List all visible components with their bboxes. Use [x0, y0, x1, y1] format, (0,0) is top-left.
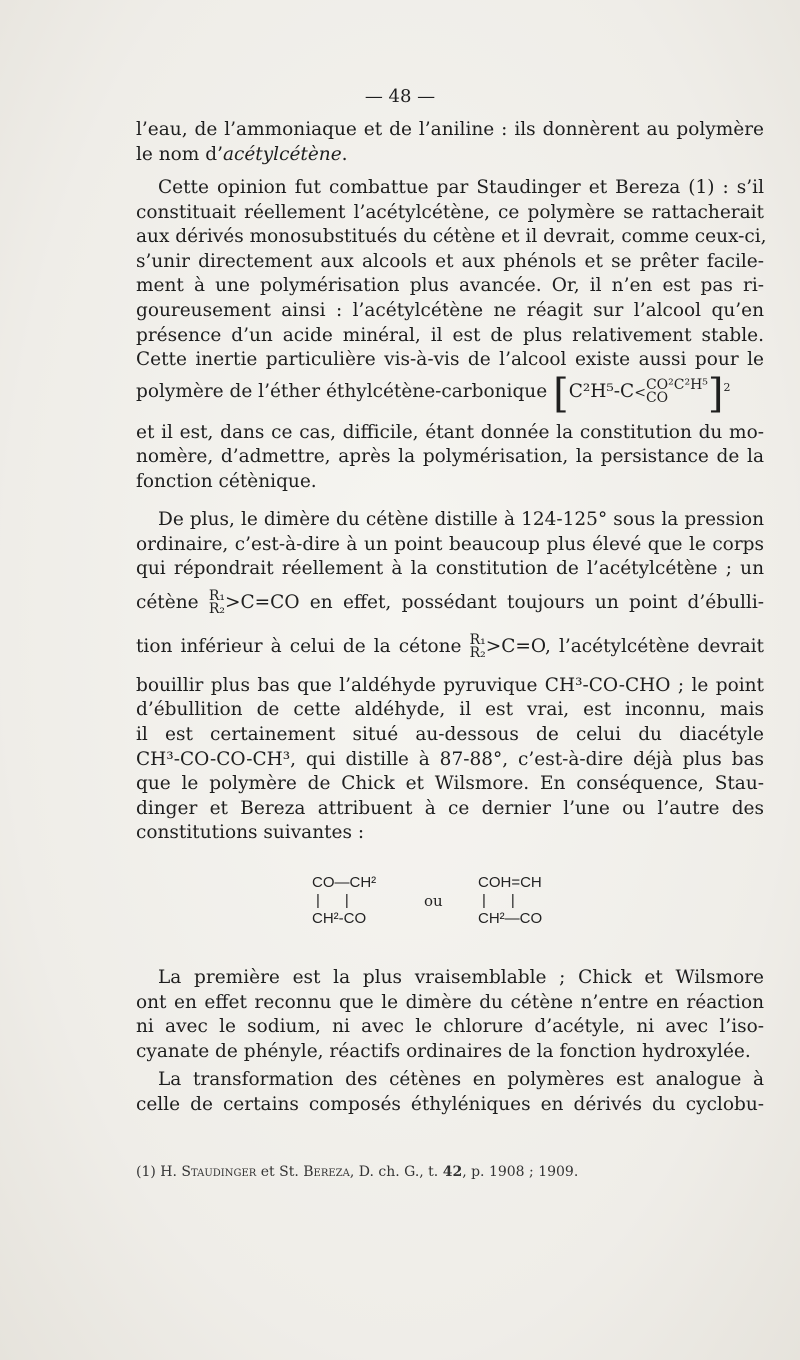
text-line: [136, 631, 764, 674]
text-line: il est certainement situé au-dessous de celui du diacétyle: [136, 723, 764, 745]
text-line: constitutions suivantes :: [136, 822, 365, 844]
formula-line: polymère de l’éther éthylcétène-carbonique [C²H⁵-C<CO²C²H⁵ CO ]$^2$: [136, 370, 731, 417]
text-line: d’ébullition de cette aldéhyde, il est vrai, est inconnu, mais: [136, 699, 764, 721]
text-fragment: le nom d’: [136, 143, 223, 165]
text-line: présence d’un acide minéral, il est de plus relativement stable.: [136, 324, 764, 346]
footnote-author: Bereza: [303, 1164, 350, 1180]
paragraph-5: [136, 1068, 764, 1117]
text-line: ni avec le sodium, ni avec le chlorure d’acétyle, ni avec l’iso-: [136, 1016, 764, 1038]
text-fragment: cétène: [136, 591, 199, 613]
text-line: s’unir directement aux alcools et aux phénols et se prêter facile-: [136, 250, 764, 272]
formula-or: ou: [424, 892, 443, 910]
formula-bottom: CO: [645, 389, 669, 406]
text-fragment: C=O, l’acétylcétène devrait: [501, 635, 764, 657]
text-line: Cette inertie particulière vis-à-vis de l’alcool existe aussi pour le: [136, 349, 764, 371]
text-line: De plus, le dimère du cétène distille à 124-125° sous la pression: [158, 509, 764, 530]
footnote-number: (1) H.: [136, 1164, 177, 1180]
formula-exponent: 2: [723, 380, 731, 394]
footnote-author: Staudinger: [181, 1164, 257, 1180]
footnote: [136, 1164, 578, 1180]
text-line: [136, 582, 764, 634]
formula-part: C²H⁵-C: [568, 380, 635, 402]
text-line: constituait réellement l’acétylcétène, ce polymère se rattacherait: [136, 201, 764, 223]
formula-a-bottom: CH²-CO: [312, 910, 367, 927]
footnote-text: et St.: [260, 1164, 299, 1180]
footnote-pages: , p. 1908 ; 1909.: [462, 1164, 579, 1180]
text-line: CH³-CO-CO-CH³, qui distille à 87-88°, c’est-à-dire déjà plus bas: [136, 748, 764, 770]
text-line: nomère, d’admettre, après la polymérisation, la persistance de la: [136, 446, 764, 468]
r1: R₁: [469, 631, 486, 648]
bracket-left: [: [553, 370, 569, 417]
text-line: La première est la plus vraisemblable ; Chick et Wilsmore: [158, 967, 764, 988]
page-number: — 48 —: [364, 86, 436, 107]
text-line: dinger et Bereza attribuent à ce dernier l’une ou l’autre des: [136, 797, 764, 819]
text-fragment: polymère de l’éther éthylcétène-carbonique: [136, 380, 548, 402]
text-fragment: C=CO en effet, possédant toujours un point d’ébulli-: [240, 591, 764, 613]
structure-formulas: [306, 870, 596, 930]
text-line: celle de certains composés éthyléniques en dérivés du cyclobu-: [136, 1093, 764, 1115]
text-line: La transformation des cétènes en polymères est analogue à: [158, 1069, 764, 1090]
text-line: qui répondrait réellement à la constitution de l’acétylcétène ; un: [136, 558, 764, 580]
gt-sign: >: [225, 591, 241, 613]
text-line: ment à une polymérisation plus avancée. Or, il n’en est pas ri-: [136, 275, 764, 297]
italic-term: acétylcétène: [222, 143, 342, 165]
text-fragment: tion inférieur à celui de la cétone: [136, 635, 462, 657]
text-line: goureusement ainsi : l’acétylcétène ne réagit sur l’alcool qu’en: [136, 299, 764, 321]
formula-a-bonds: | |: [316, 892, 349, 909]
formula-branch: [645, 376, 708, 406]
r1: R₁: [208, 587, 226, 604]
r2: R₂: [208, 600, 226, 617]
text-line: fonction cétènique.: [136, 470, 317, 492]
text-fragment: .: [341, 143, 348, 165]
text-line: ordinaire, c’est-à-dire à un point beaucoup plus élevé que le corps: [136, 533, 764, 555]
text-line: bouillir plus bas que l’aldéhyde pyruvique CH³-CO-CHO ; le point: [136, 674, 764, 696]
text-line: [136, 143, 764, 168]
text-line: cyanate de phényle, réactifs ordinaires de la fonction hydroxylée.: [136, 1040, 751, 1062]
formula-top: CO²C²H⁵: [645, 376, 708, 393]
footnote-volume: 42: [442, 1164, 463, 1180]
text-line: Cette opinion fut combattue par Staudinger et Bereza (1) : s’il: [158, 177, 764, 198]
paragraph-4: [136, 966, 764, 1064]
gt-sign: >: [485, 635, 502, 657]
r-group: [469, 631, 486, 661]
bracket-right: ]: [707, 370, 724, 417]
r2: R₂: [469, 644, 486, 661]
formula-a-top: CO—CH²: [312, 874, 377, 891]
paragraph-2: [136, 176, 767, 495]
text-line: que le polymère de Chick et Wilsmore. En conséquence, Stau-: [136, 773, 764, 795]
text-line: ont en effet reconnu que le dimère du cétène n’entre en réaction: [136, 991, 764, 1013]
paragraph-1: [136, 118, 764, 167]
text-line: et il est, dans ce cas, difficile, étant donnée la constitution du mo-: [136, 421, 764, 443]
formula-b-bottom: CH²—CO: [478, 910, 543, 927]
text-line: l’eau, de l’ammoniaque et de l’aniline : ils donnèrent au polymère: [136, 119, 764, 140]
r-group: [208, 587, 226, 617]
paragraph-3: [136, 508, 764, 846]
formula-b-bonds: | |: [482, 892, 515, 909]
formula-b-top: COH=CH: [478, 874, 542, 891]
footnote-journal: , D. ch. G., t.: [349, 1164, 439, 1180]
text-line: aux dérivés monosubstitués du cétène et il devrait, comme ceux-ci,: [136, 226, 767, 248]
